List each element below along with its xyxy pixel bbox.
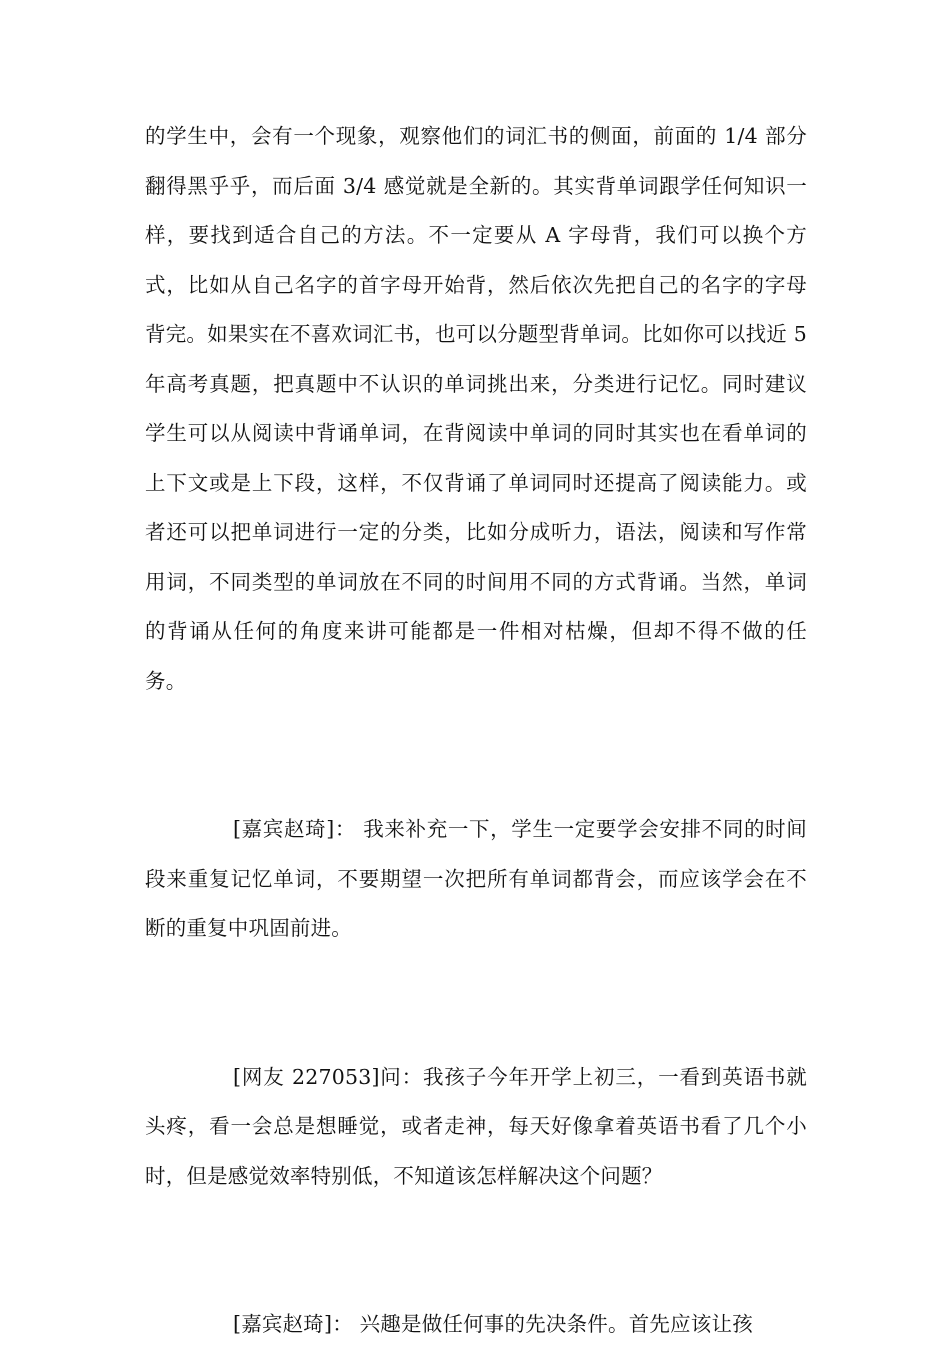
paragraph-vocabulary-advice: 的学生中，会有一个现象，观察他们的词汇书的侧面，前面的 1/4 部分翻得黑乎乎，而后面 3/4 感觉就是全新的。其实背单词跟学任何知识一样，要找到适合自己的方法。不一定要从 A 字母背，我们可以换个方式，比如从自己名字的首字母开始背，然后依次先把自己的名字的字母背完。如果实在不喜欢词汇书，也可以分题型背单词。比如你可以找近 5 年高考真题，把真题中不认识的单词挑出来，分类进行记忆。同时建议学生可以从阅读中背诵单词，在背阅读中单词的同时其实也在看单词的上下文或是上下段，这样，不仅背诵了单词同时还提高了阅读能力。或者还可以把单词进行一定的分类，比如分成听力，语法，阅读和写作常用词，不同类型的单词放在不同的时间用不同的方式背诵。当然，单词的背诵从任何的角度来讲可能都是一件相对枯燥，但却不得不做的任务。 [145, 124, 807, 693]
paragraph-spacer [145, 1251, 807, 1301]
paragraph-netizen-question: [网友 227053]问：我孩子今年开学上初三，一看到英语书就头疼，看一会总是想睡觉，或者走神，每天好像拿着英语书看了几个小时，但是感觉效率特别低，不知道该怎样解决这个问题？ [145, 1064, 807, 1188]
document-body [145, 112, 807, 1350]
paragraph-spacer [145, 706, 807, 756]
paragraph-spacer [145, 1003, 807, 1053]
paragraph-spacer [145, 954, 807, 1004]
paragraph-guest-supplement: [嘉宾赵琦]： 我来补充一下，学生一定要学会安排不同的时间段来重复记忆单词，不要期望一次把所有单词都背会，而应该学会在不断的重复中巩固前进。 [145, 817, 807, 940]
paragraph-guest-answer: [嘉宾赵琦]： 兴趣是做任何事的先决条件。首先应该让孩 [233, 1312, 753, 1336]
paragraph-spacer [145, 756, 807, 806]
paragraph-spacer [145, 1201, 807, 1251]
